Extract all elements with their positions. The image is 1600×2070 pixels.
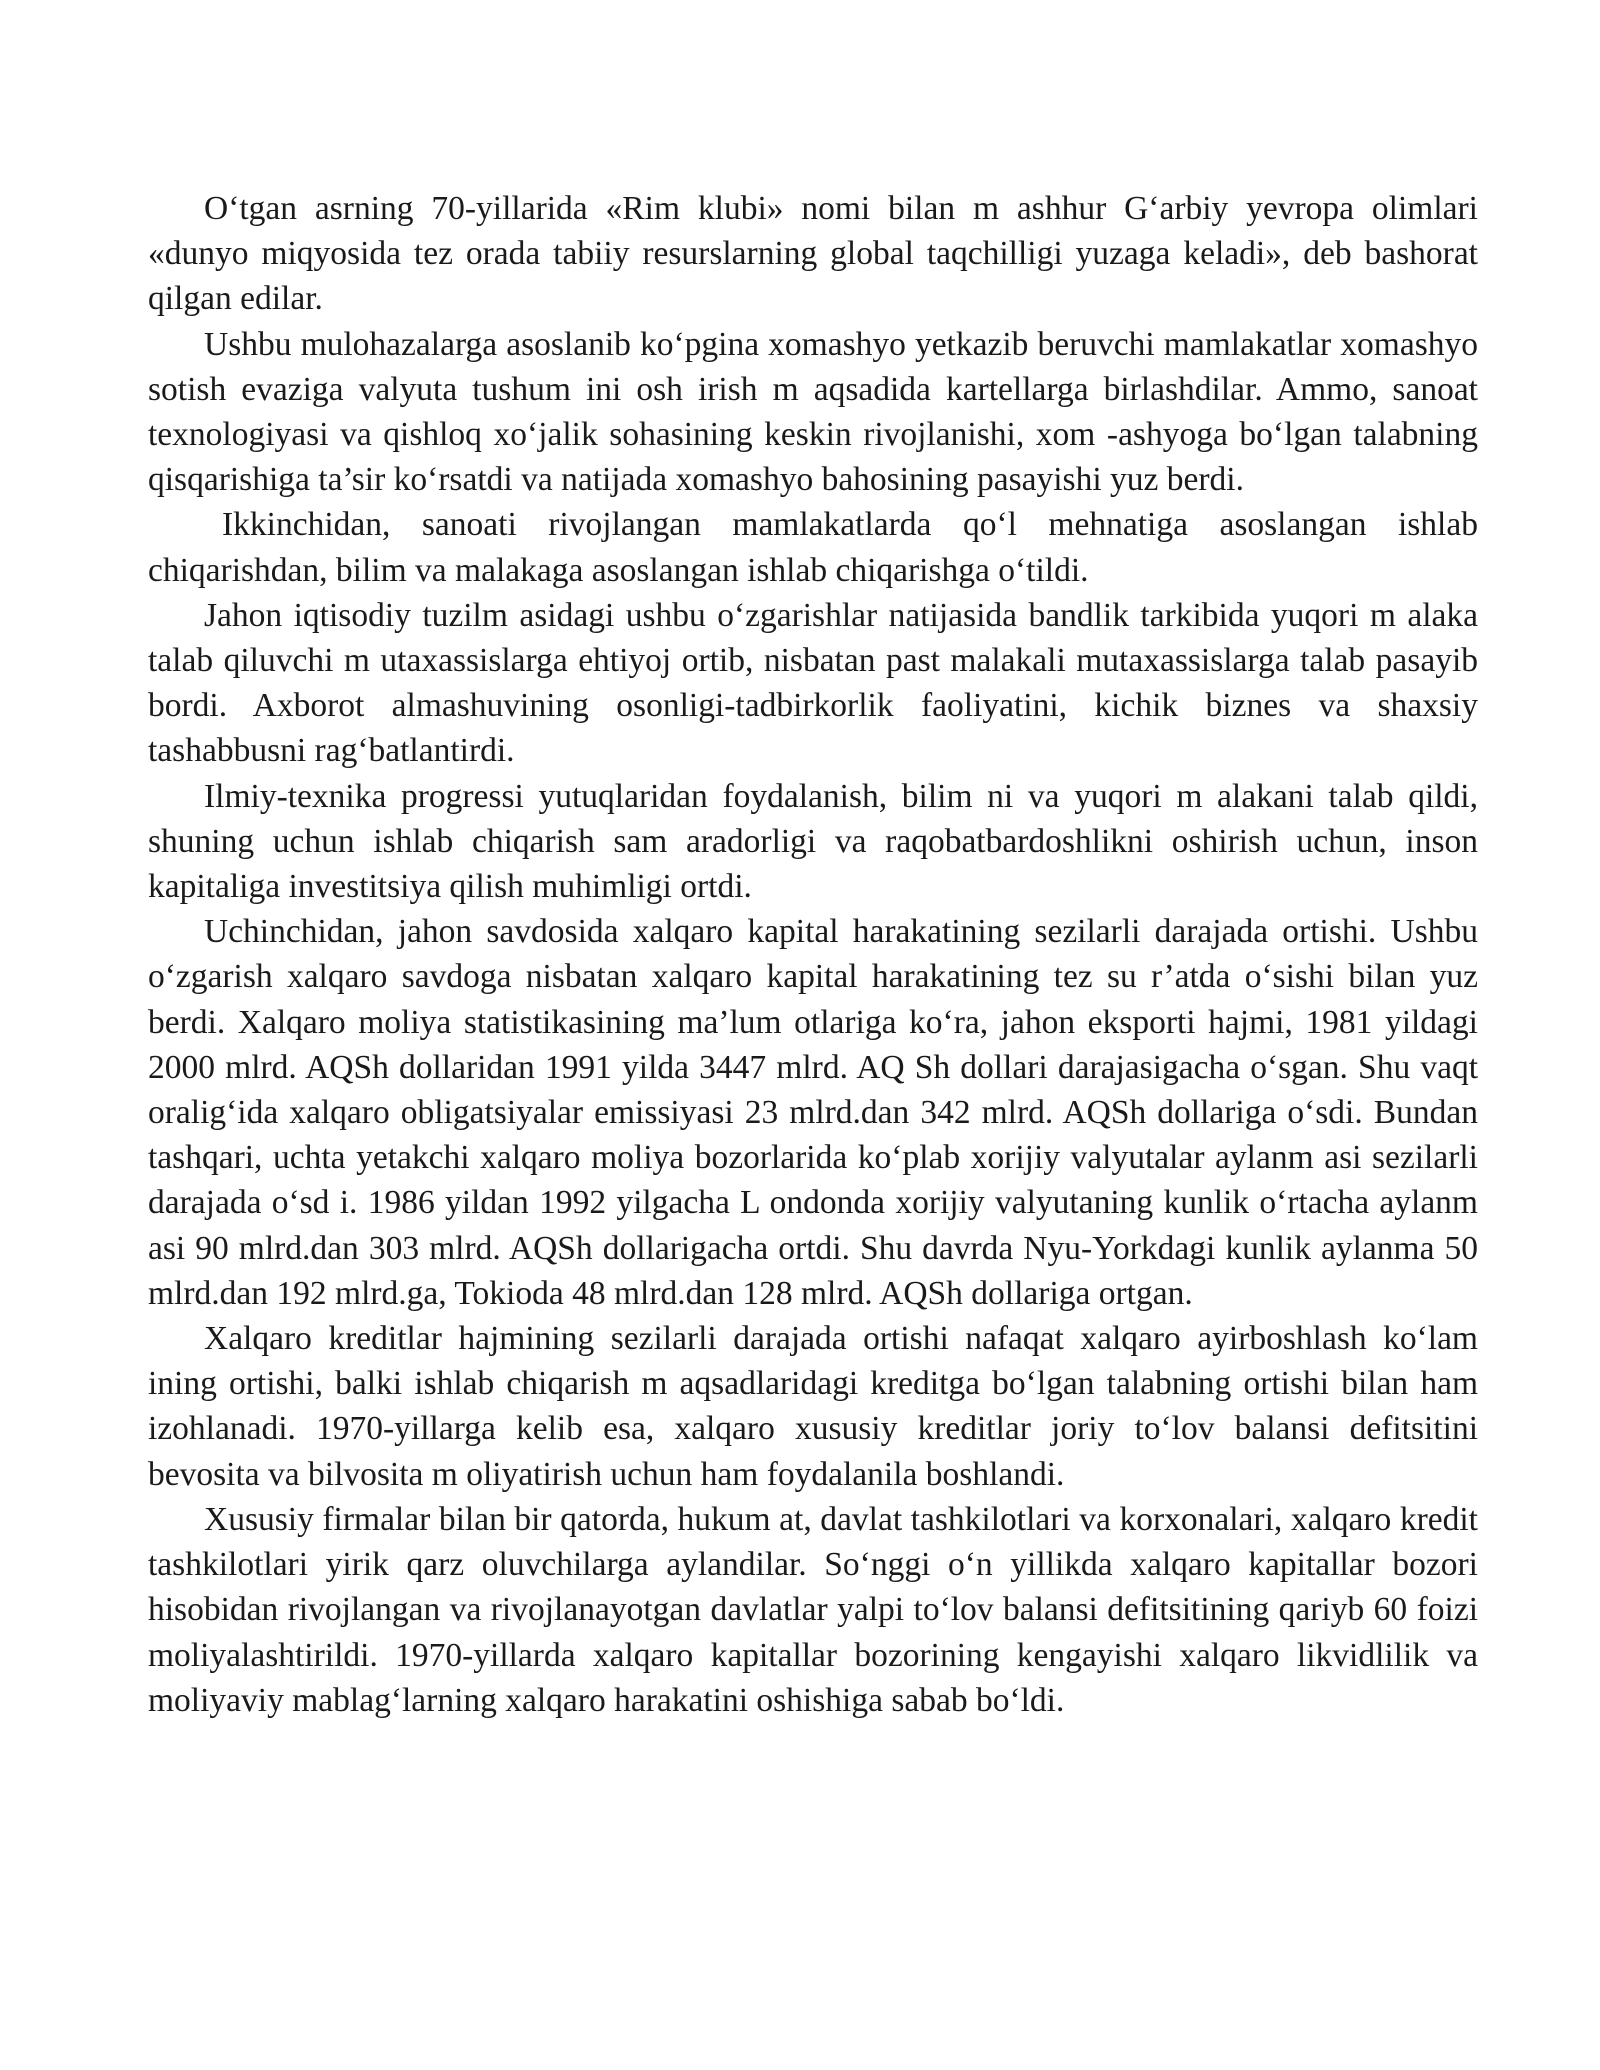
document-page <box>148 186 1478 1723</box>
paragraph-7: Xalqaro kreditlar hajmining sezilarli darajada ortishi nafaqat xalqaro ayirboshlash ko‘lam ining ortishi, balki ishlab chiqarish m aqsadlaridagi kreditga bo‘lgan talabning ortishi bilan ham izohlanadi. 1970-yillarga kelib esa, xalqaro xususiy kreditlar joriy to‘lov balansi defitsitini bevosita va bilvosita m oliyatirish uchun ham foydalanila boshlandi. <box>148 1320 1478 1493</box>
paragraph-4: Jahon iqtisodiy tuzilm asidagi ushbu o‘zgarishlar natijasida bandlik tarkibida yuqori m alaka talab qiluvchi m utaxassislarga ehtiyoj ortib, nisbatan past malakali mutaxassislarga talab pasayib bordi. Axborot almashuvining osonligi-tadbirkorlik faoliyatini, kichik biznes va shaxsiy tashabbusni rag‘batlantirdi. <box>148 596 1478 770</box>
paragraph-1: O‘tgan asrning 70-yillarida «Rim klubi» nomi bilan m ashhur G‘arbiy yevropa olimlari «dunyo miqyosida tez orada tabiiy resurslarning global taqchilligi yuzaga keladi», deb bashorat qilgan edilar. <box>148 190 1478 318</box>
paragraph-3: Ikkinchidan, sanoati rivojlangan mamlakatlarda qo‘l mehnatiga asoslangan ishlab chiqarishdan, bilim va malakaga asoslangan ishlab chiqarishga o‘tildi. <box>148 506 1478 589</box>
paragraph-2: Ushbu mulohazalarga asoslanib ko‘pgina xomashyo yetkazib beruvchi mamlakatlar xomashyo sotish evaziga valyuta tushum ini osh irish m aqsadida kartellarga birlashdilar. Ammo, sanoat texnologiyasi va qishloq xo‘jalik sohasining keskin rivojlanishi, xom -ashyoga bo‘lgan talabning qisqarishiga ta’sir ko‘rsatdi va natijada xomashyo bahosining pasayishi yuz berdi. <box>148 325 1478 499</box>
paragraph-5: Ilmiy-texnika progressi yutuqlaridan foydalanish, bilim ni va yuqori m alakani talab qildi, shuning uchun ishlab chiqarish sam aradorligi va raqobatbardoshlikni oshirish uchun, inson kapitaliga investitsiya qilish muhimligi ortdi. <box>148 777 1478 906</box>
paragraph-8: Xususiy firmalar bilan bir qatorda, hukum at, davlat tashkilotlari va korxonalari, xalqaro kredit tashkilotlari yirik qarz oluvchilarga aylandilar. So‘nggi o‘n yillikda xalqaro kapitallar bozori hisobidan rivojlangan va rivojlanayotgan davlatlar yalpi to‘lov balansi defitsitining qariyb 60 foizi moliyalashtirildi. 1970-yillarda xalqaro kapitallar bozorining kengayishi xalqaro likvidlilik va moliyaviy mablag‘larning xalqaro harakatini oshishiga sabab bo‘ldi. <box>148 1500 1478 1719</box>
paragraph-6: Uchinchidan, jahon savdosida xalqaro kapital harakatining sezilarli darajada ortishi. Ushbu o‘zgarish xalqaro savdoga nisbatan xalqaro kapital harakatining tez su r’atda o‘sishi bilan yuz berdi. Xalqaro moliya statistikasining ma’lum otlariga ko‘ra, jahon eksporti hajmi, 1981 yildagi 2000 mlrd. AQSh dollaridan 1991 yilda 3447 mlrd. AQ Sh dollari darajasigacha o‘sgan. Shu vaqt oralig‘ida xalqaro obligatsiyalar emissiyasi 23 mlrd.dan 342 mlrd. AQSh dollariga o‘sdi. Bundan tashqari, uchta yetakchi xalqaro moliya bozorlarida ko‘plab xorijiy valyutalar aylanm asi sezilarli darajada o‘sd i. 1986 yildan 1992 yilgacha L ondonda xorijiy valyutaning kunlik o‘rtacha aylanm asi 90 mlrd.dan 303 mlrd. AQSh dollarigacha ortdi. Shu davrda Nyu-Yorkdagi kunlik aylanma 50 mlrd.dan 192 mlrd.ga, Tokioda 48 mlrd.dan 128 mlrd. AQSh dollariga ortgan. <box>148 913 1478 1312</box>
